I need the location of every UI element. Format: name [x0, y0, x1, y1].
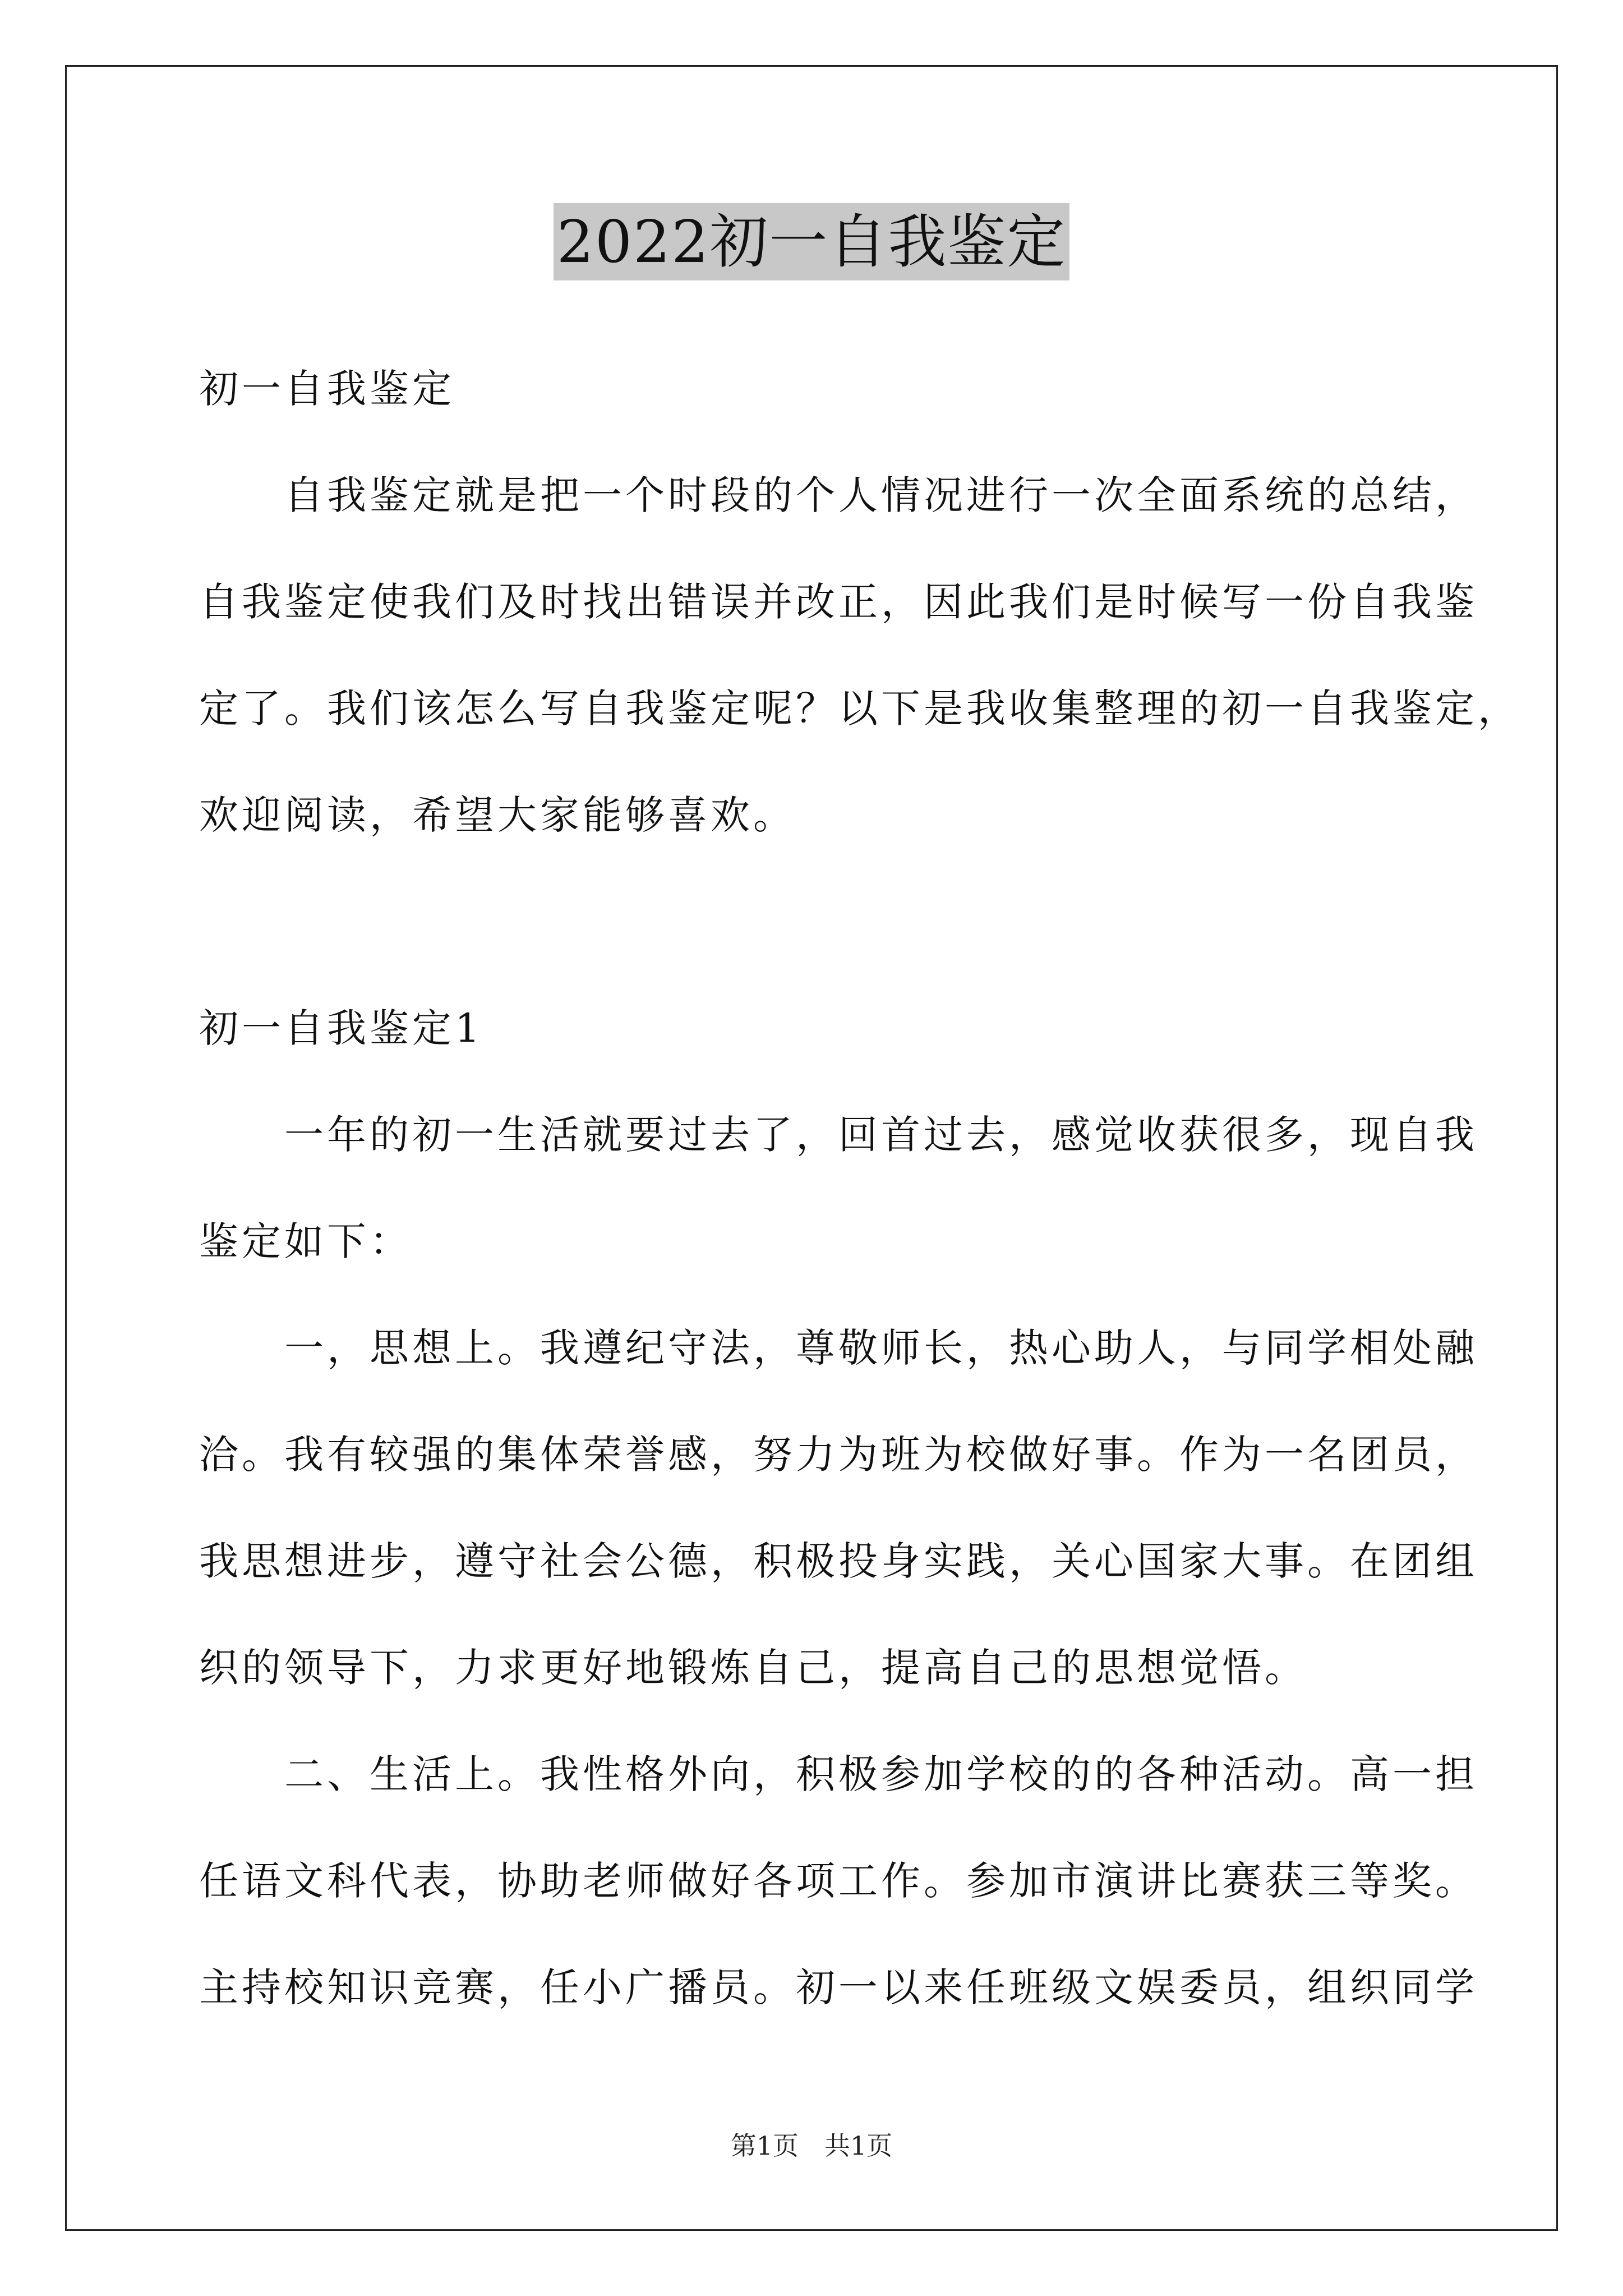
body-line: 定了。我们该怎么写自我鉴定呢？以下是我收集整理的初一自我鉴定，: [199, 685, 1520, 731]
section-heading: 初一自我鉴定1: [199, 1005, 483, 1051]
body-line: 洽。我有较强的集体荣誉感，努力为班为校做好事。作为一名团员，: [199, 1432, 1478, 1478]
body-line: 任语文科代表，协助老师做好各项工作。参加市演讲比赛获三等奖。: [199, 1858, 1478, 1904]
body-line: 自我鉴定就是把一个时段的个人情况进行一次全面系统的总结，: [199, 472, 1478, 518]
body-line: 鉴定如下：: [199, 1218, 412, 1264]
body-line: 自我鉴定使我们及时找出错误并改正，因此我们是时候写一份自我鉴: [199, 579, 1478, 625]
blank-line: [199, 868, 1427, 975]
body-line: 织的领导下，力求更好地锻炼自己，提高自己的思想觉悟。: [199, 1645, 1307, 1691]
body-line: 二、生活上。我性格外向，积极参加学校的的各种活动。高一担: [199, 1751, 1478, 1797]
document-title: 2022初一自我鉴定: [554, 203, 1070, 280]
section-heading: 初一自我鉴定: [199, 366, 455, 412]
body-line: 主持校知识竞赛，任小广播员。初一以来任班级文娱委员，组织同学: [199, 1964, 1478, 2010]
body-line: 一年的初一生活就要过去了，回首过去，感觉收获很多，现自我: [199, 1112, 1478, 1158]
page-footer: 第1页 共1页: [730, 2131, 893, 2161]
body-line: 我思想进步，遵守社会公德，积极投身实践，关心国家大事。在团组: [199, 1538, 1478, 1584]
title-container: [0, 203, 1623, 280]
body-line: 欢迎阅读，希望大家能够喜欢。: [199, 792, 796, 838]
document-body: [199, 335, 1520, 2041]
body-line: 一，思想上。我遵纪守法，尊敬师长，热心助人，与同学相处融: [199, 1325, 1478, 1371]
